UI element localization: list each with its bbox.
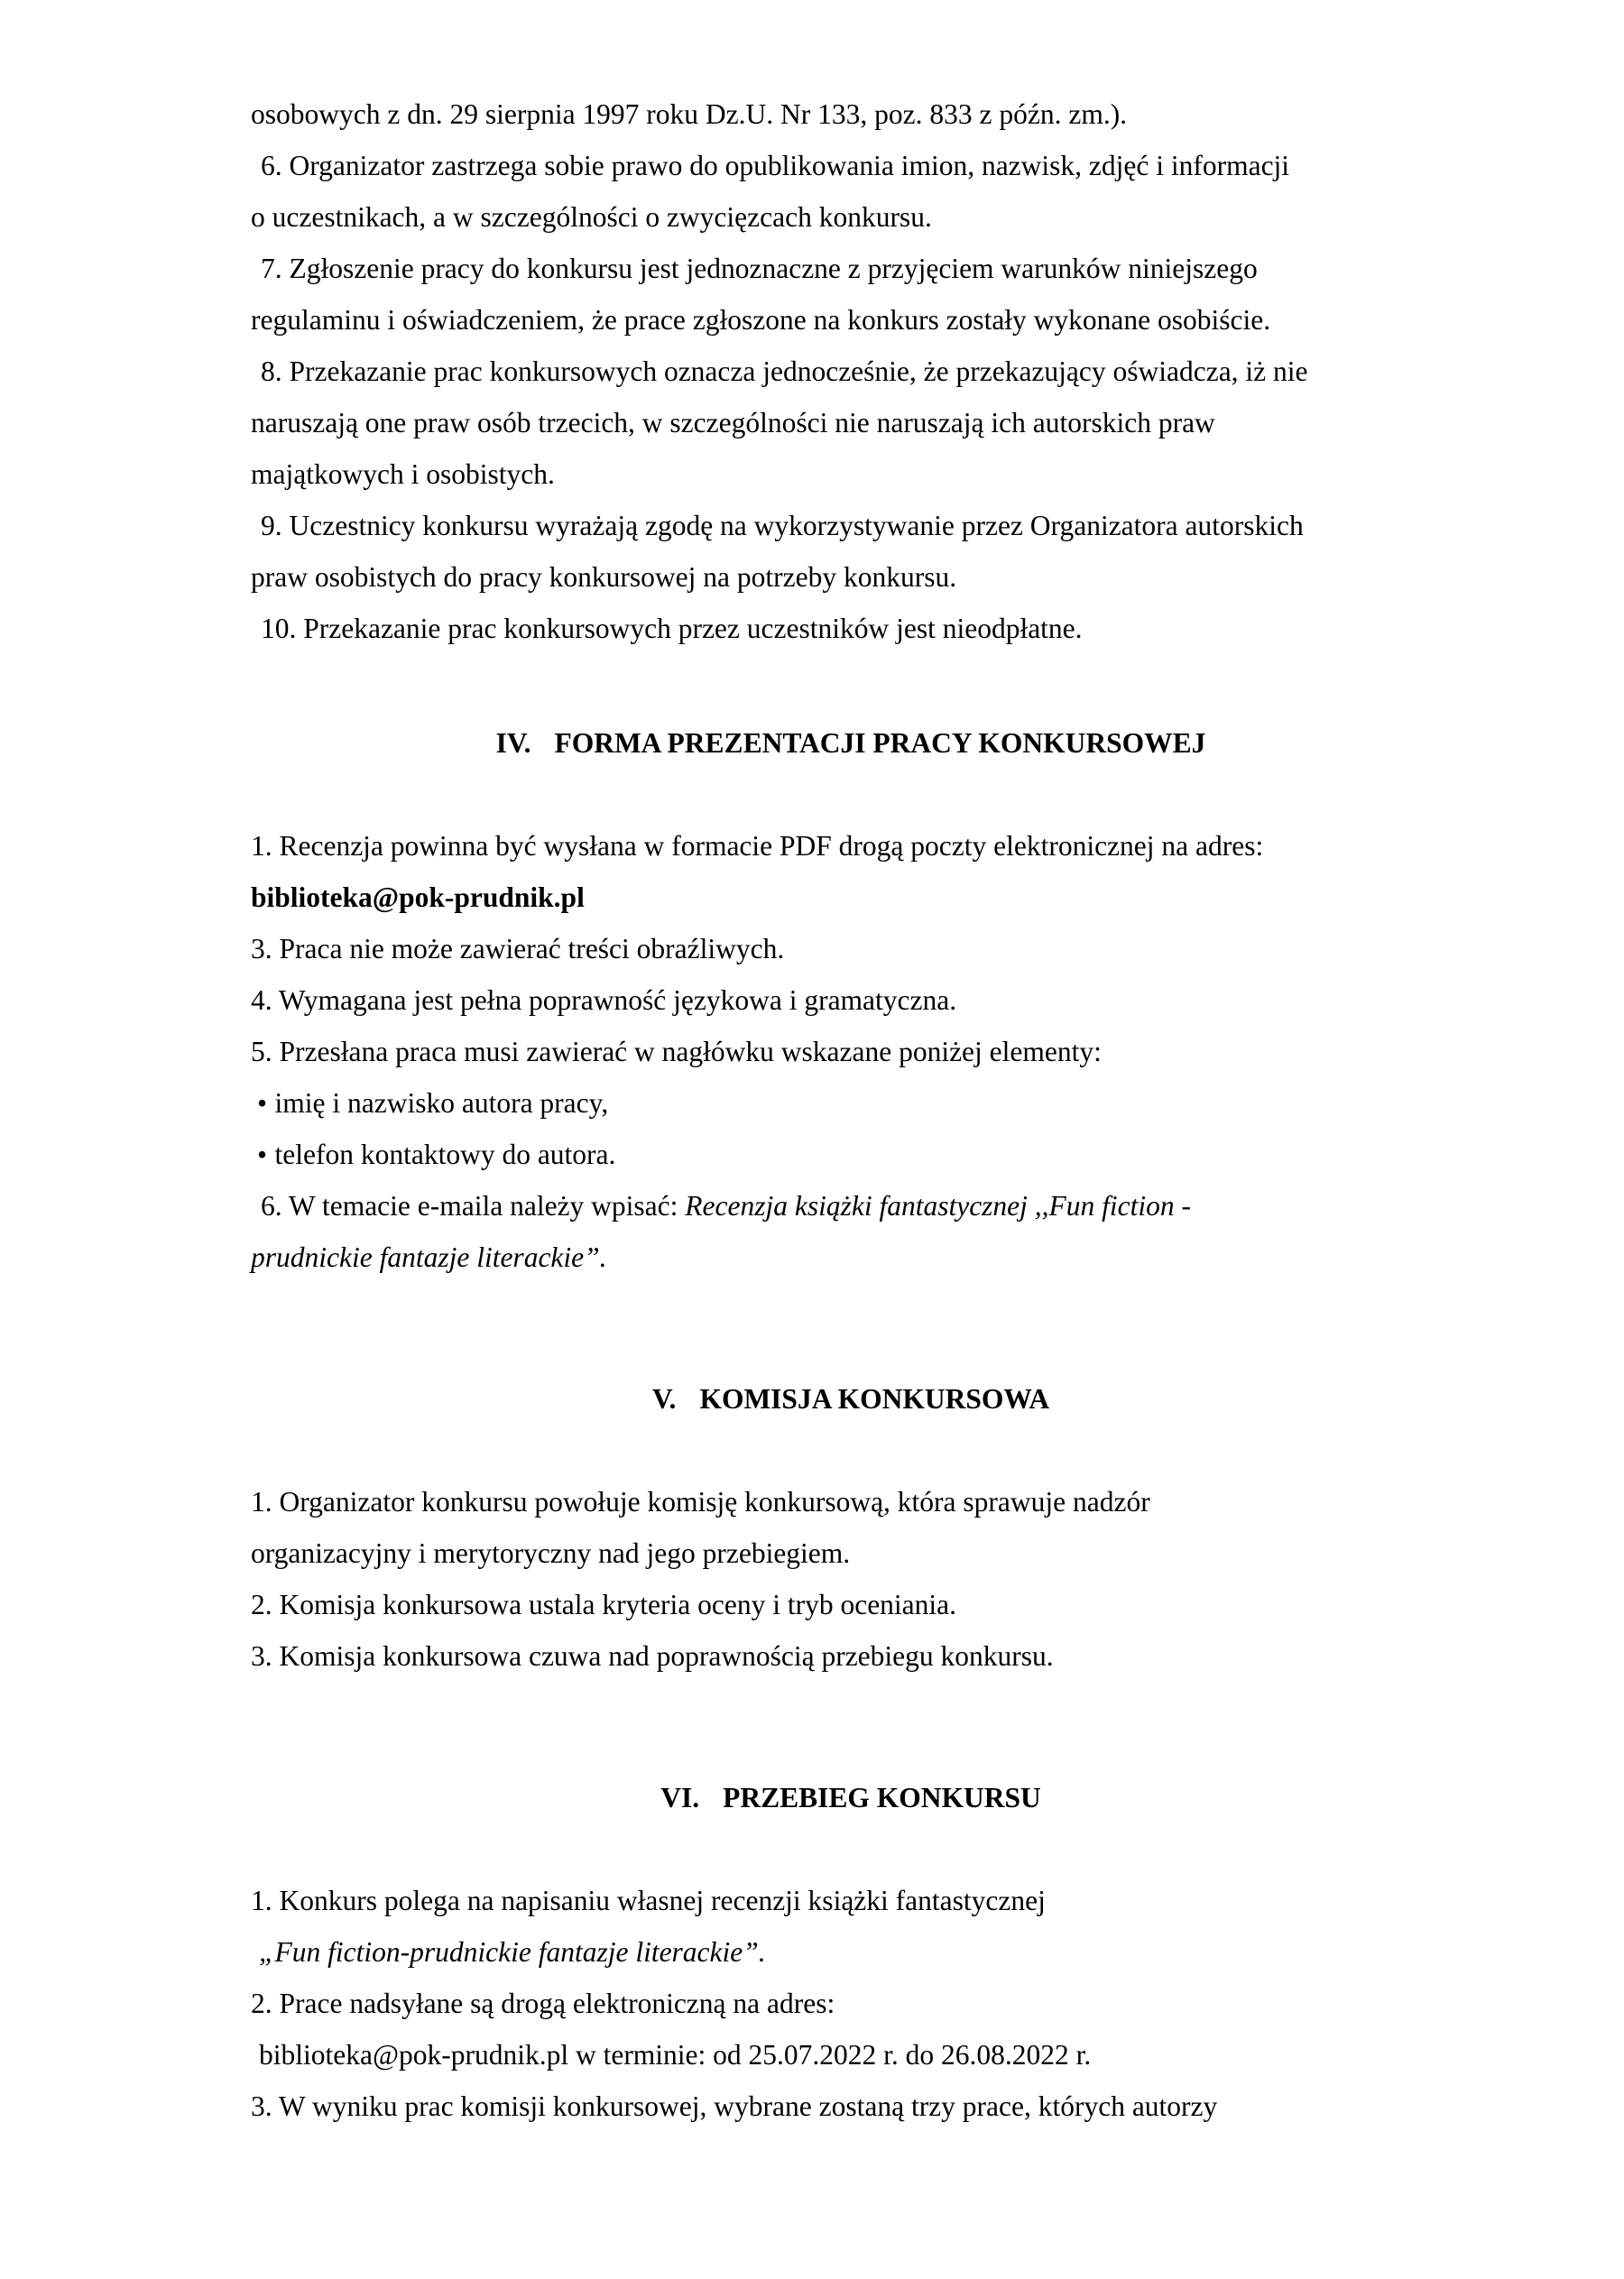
section-v-item-1: 1. Organizator konkursu powołuje komisję konkursową, która sprawuje nadzór: [251, 1486, 1150, 1518]
bullet-dot-icon: •: [257, 1087, 268, 1119]
section-vi-submission-address: biblioteka@pok-prudnik.pl w terminie: od 25.07.2022 r. do 26.08.2022 r.: [259, 2039, 1092, 2071]
section-spacer: [251, 654, 1451, 717]
section-vi-book-title: „Fun fiction-prudnickie fantazje literackie”.: [259, 1936, 766, 1968]
bullet-label: imię i nazwisko autora pracy,: [274, 1087, 609, 1119]
section-vi-item-3: 3. W wyniku prac komisji konkursowej, wybrane zostaną trzy prace, których autorzy: [251, 2090, 1218, 2122]
section-vi-numeral: VI.: [660, 1782, 700, 1813]
section-iv-title: FORMA PREZENTACJI PRACY KONKURSOWEJ: [554, 727, 1206, 759]
section-v-numeral: V.: [651, 1383, 677, 1415]
heading-spacer: [251, 1425, 1451, 1476]
section-v-item-3: 3. Komisja konkursowa czuwa nad poprawnością przebiegu konkursu.: [251, 1640, 1054, 1672]
paragraph-line: praw osobistych do pracy konkursowej na potrzeby konkursu.: [251, 561, 957, 593]
section-vi-item-1: 1. Konkurs polega na napisaniu własnej recenzji książki fantastycznej: [251, 1885, 1046, 1916]
section-iv-heading: [251, 717, 1451, 769]
bullet-list-item: [251, 1077, 1451, 1129]
section-iv-item-6: [251, 1180, 1451, 1232]
section-iv-numeral: IV.: [495, 727, 531, 759]
paragraph-line: naruszają one praw osób trzecich, w szczególności nie naruszają ich autorskich praw: [251, 407, 1215, 438]
section-v-title: KOMISJA KONKURSOWA: [699, 1383, 1050, 1415]
contest-email-address: biblioteka@pok-prudnik.pl: [251, 881, 585, 913]
section-spacer: [251, 1283, 1451, 1373]
section-iv-item-4: 4. Wymagana jest pełna poprawność językowa i gramatyczna.: [251, 984, 957, 1016]
list-item-7: 7. Zgłoszenie pracy do konkursu jest jednoznaczne z przyjęciem warunków niniejszego: [261, 253, 1258, 284]
bullet-label: telefon kontaktowy do autora.: [274, 1139, 616, 1170]
list-item-10: 10. Przekazanie prac konkursowych przez uczestników jest nieodpłatne.: [261, 613, 1083, 644]
list-item-6: 6. Organizator zastrzega sobie prawo do opublikowania imion, nazwisk, zdjęć i informacji: [261, 150, 1290, 181]
bullet-dot-icon: •: [257, 1139, 268, 1170]
section-v-heading: [251, 1373, 1451, 1425]
section-v-body: [251, 1476, 1451, 1682]
section-vi-title: PRZEBIEG KONKURSU: [723, 1782, 1041, 1813]
section-vi-item-2: 2. Prace nadsyłane są drogą elektroniczną na adres:: [251, 1988, 835, 2019]
section-iv-item-5: 5. Przesłana praca musi zawierać w nagłówku wskazane poniżej elementy:: [251, 1036, 1102, 1067]
item-6-title-italic: Recenzja książki fantastycznej ,,Fun fiction -: [685, 1190, 1192, 1222]
item-6-prefix: 6. W temacie e-maila należy wpisać:: [261, 1190, 686, 1222]
list-item-9: 9. Uczestnicy konkursu wyrażają zgodę na wykorzystywanie przez Organizatora autorskich: [261, 510, 1304, 541]
paragraph-line: o uczestnikach, a w szczególności o zwycięzcach konkursu.: [251, 201, 932, 233]
document-content: [251, 88, 1451, 2132]
paragraph-line: regulaminu i oświadczeniem, że prace zgłoszone na konkurs zostały wykonane osobiście.: [251, 304, 1271, 336]
section-vi-body: [251, 1875, 1451, 2132]
section-iv-item-6-continuation: prudnickie fantazje literackie”.: [251, 1241, 607, 1273]
section-vi-heading: [251, 1772, 1451, 1823]
list-item-8: 8. Przekazanie prac konkursowych oznacza jednocześnie, że przekazujący oświadcza, iż nie: [261, 355, 1308, 387]
section-spacer: [251, 1682, 1451, 1772]
heading-spacer: [251, 1823, 1451, 1875]
section-v-item-2: 2. Komisja konkursowa ustala kryteria oceny i tryb oceniania.: [251, 1589, 957, 1620]
section-iii-continued-block: [251, 88, 1451, 654]
heading-spacer: [251, 769, 1451, 820]
section-iv-item-3: 3. Praca nie może zawierać treści obraźliwych.: [251, 933, 785, 964]
paragraph-line: osobowych z dn. 29 sierpnia 1997 roku Dz.U. Nr 133, poz. 833 z późn. zm.).: [251, 98, 1128, 130]
bullet-list-item: [251, 1129, 1451, 1180]
paragraph-line: organizacyjny i merytoryczny nad jego przebiegiem.: [251, 1537, 851, 1569]
paragraph-line: majątkowych i osobistych.: [251, 458, 555, 490]
section-iv-body: [251, 820, 1451, 1283]
section-iv-item-1: 1. Recenzja powinna być wysłana w formacie PDF drogą poczty elektronicznej na adres:: [251, 830, 1264, 862]
